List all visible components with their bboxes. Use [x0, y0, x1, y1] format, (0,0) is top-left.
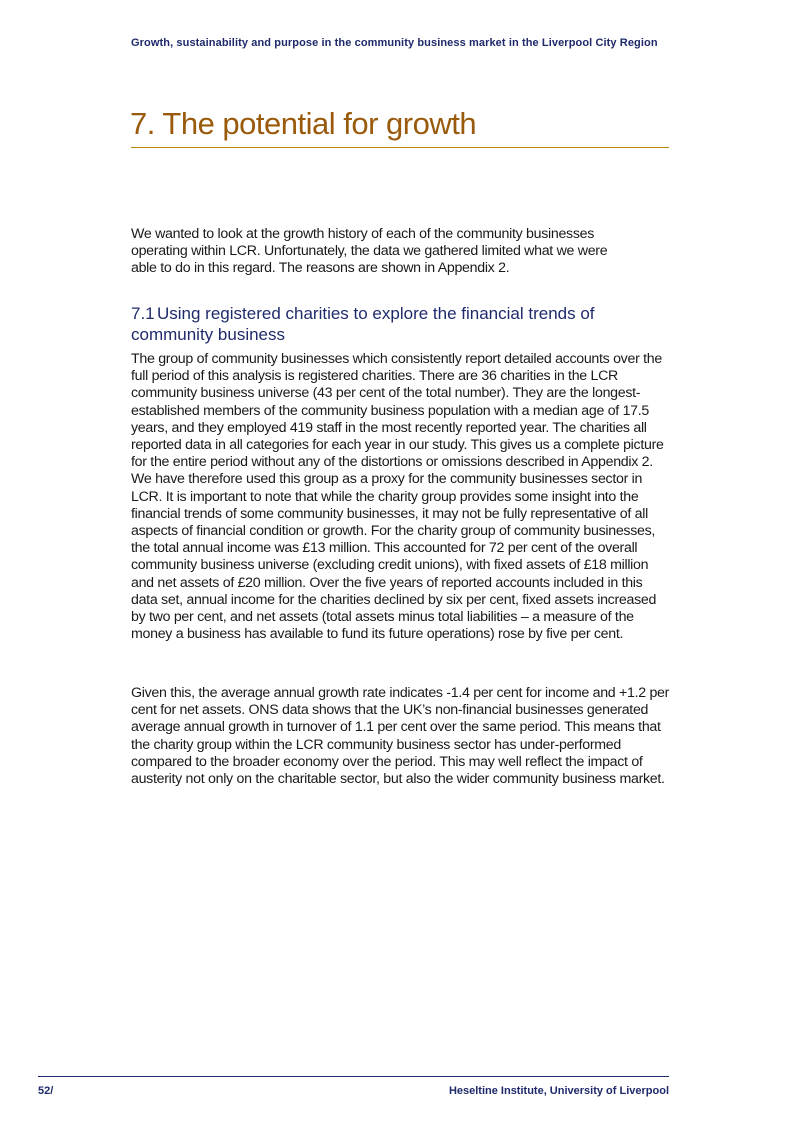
page-number: 52/ [38, 1085, 54, 1097]
intro-paragraph: We wanted to look at the growth history of each of the community businesses operating within LCR. Unfortunately, the data we gathered limited what we were able to do in this regard. The reasons are shown in Appendix 2. [131, 226, 608, 277]
section-title: Using registered charities to explore the financial trends of community business [131, 304, 595, 344]
footer-organisation: Heseltine Institute, University of Liverpool [448, 1085, 669, 1097]
section-heading [131, 303, 671, 345]
footer-divider [38, 1076, 669, 1077]
title-divider [131, 147, 669, 148]
body-paragraph: The group of community businesses which consistently report detailed accounts over the full period of this analysis is registered charities. There are 36 charities in the LCR community business universe (43 per cent of the total number). They are the longest-established members of the community business population with a median age of 17.5 years, and they employed 419 staff in the most recently reported year. The charities all reported data in all categories for each year in our study. This gives us a complete picture for the entire period without any of the distortions or omissions described in Appendix 2. We have therefore used this group as a proxy for the community businesses sector in LCR. It is important to note that while the charity group provides some insight into the financial trends of some community businesses, it may not be fully representative of all aspects of financial condition or growth. For the charity group of community businesses, the total annual income was £13 million. This accounted for 72 per cent of the overall community business universe (excluding credit unions), with fixed assets of £18 million and net assets of £20 million. Over the five years of reported accounts included in this data set, annual income for the charities declined by six per cent, fixed assets increased by two per cent, and net assets (total assets minus total liabilities – a measure of the money a business has available to fund its future operations) rose by five per cent. [131, 351, 664, 643]
body-paragraph: Given this, the average annual growth rate indicates -1.4 per cent for income and +1.2 per cent for net assets. ONS data shows that the UK’s non-financial businesses generated average annual growth in turnover of 1.1 per cent over the same period. This means that the charity group within the LCR community business sector has under-performed compared to the broader economy over the period. This may well reflect the impact of austerity not only on the charitable sector, but also the wider community business market. [131, 685, 670, 788]
section-number: 7.1 [131, 304, 155, 323]
chapter-title: 7. The potential for growth [130, 106, 477, 141]
running-header: Growth, sustainability and purpose in the community business market in the Liverpool City Region [131, 37, 658, 49]
